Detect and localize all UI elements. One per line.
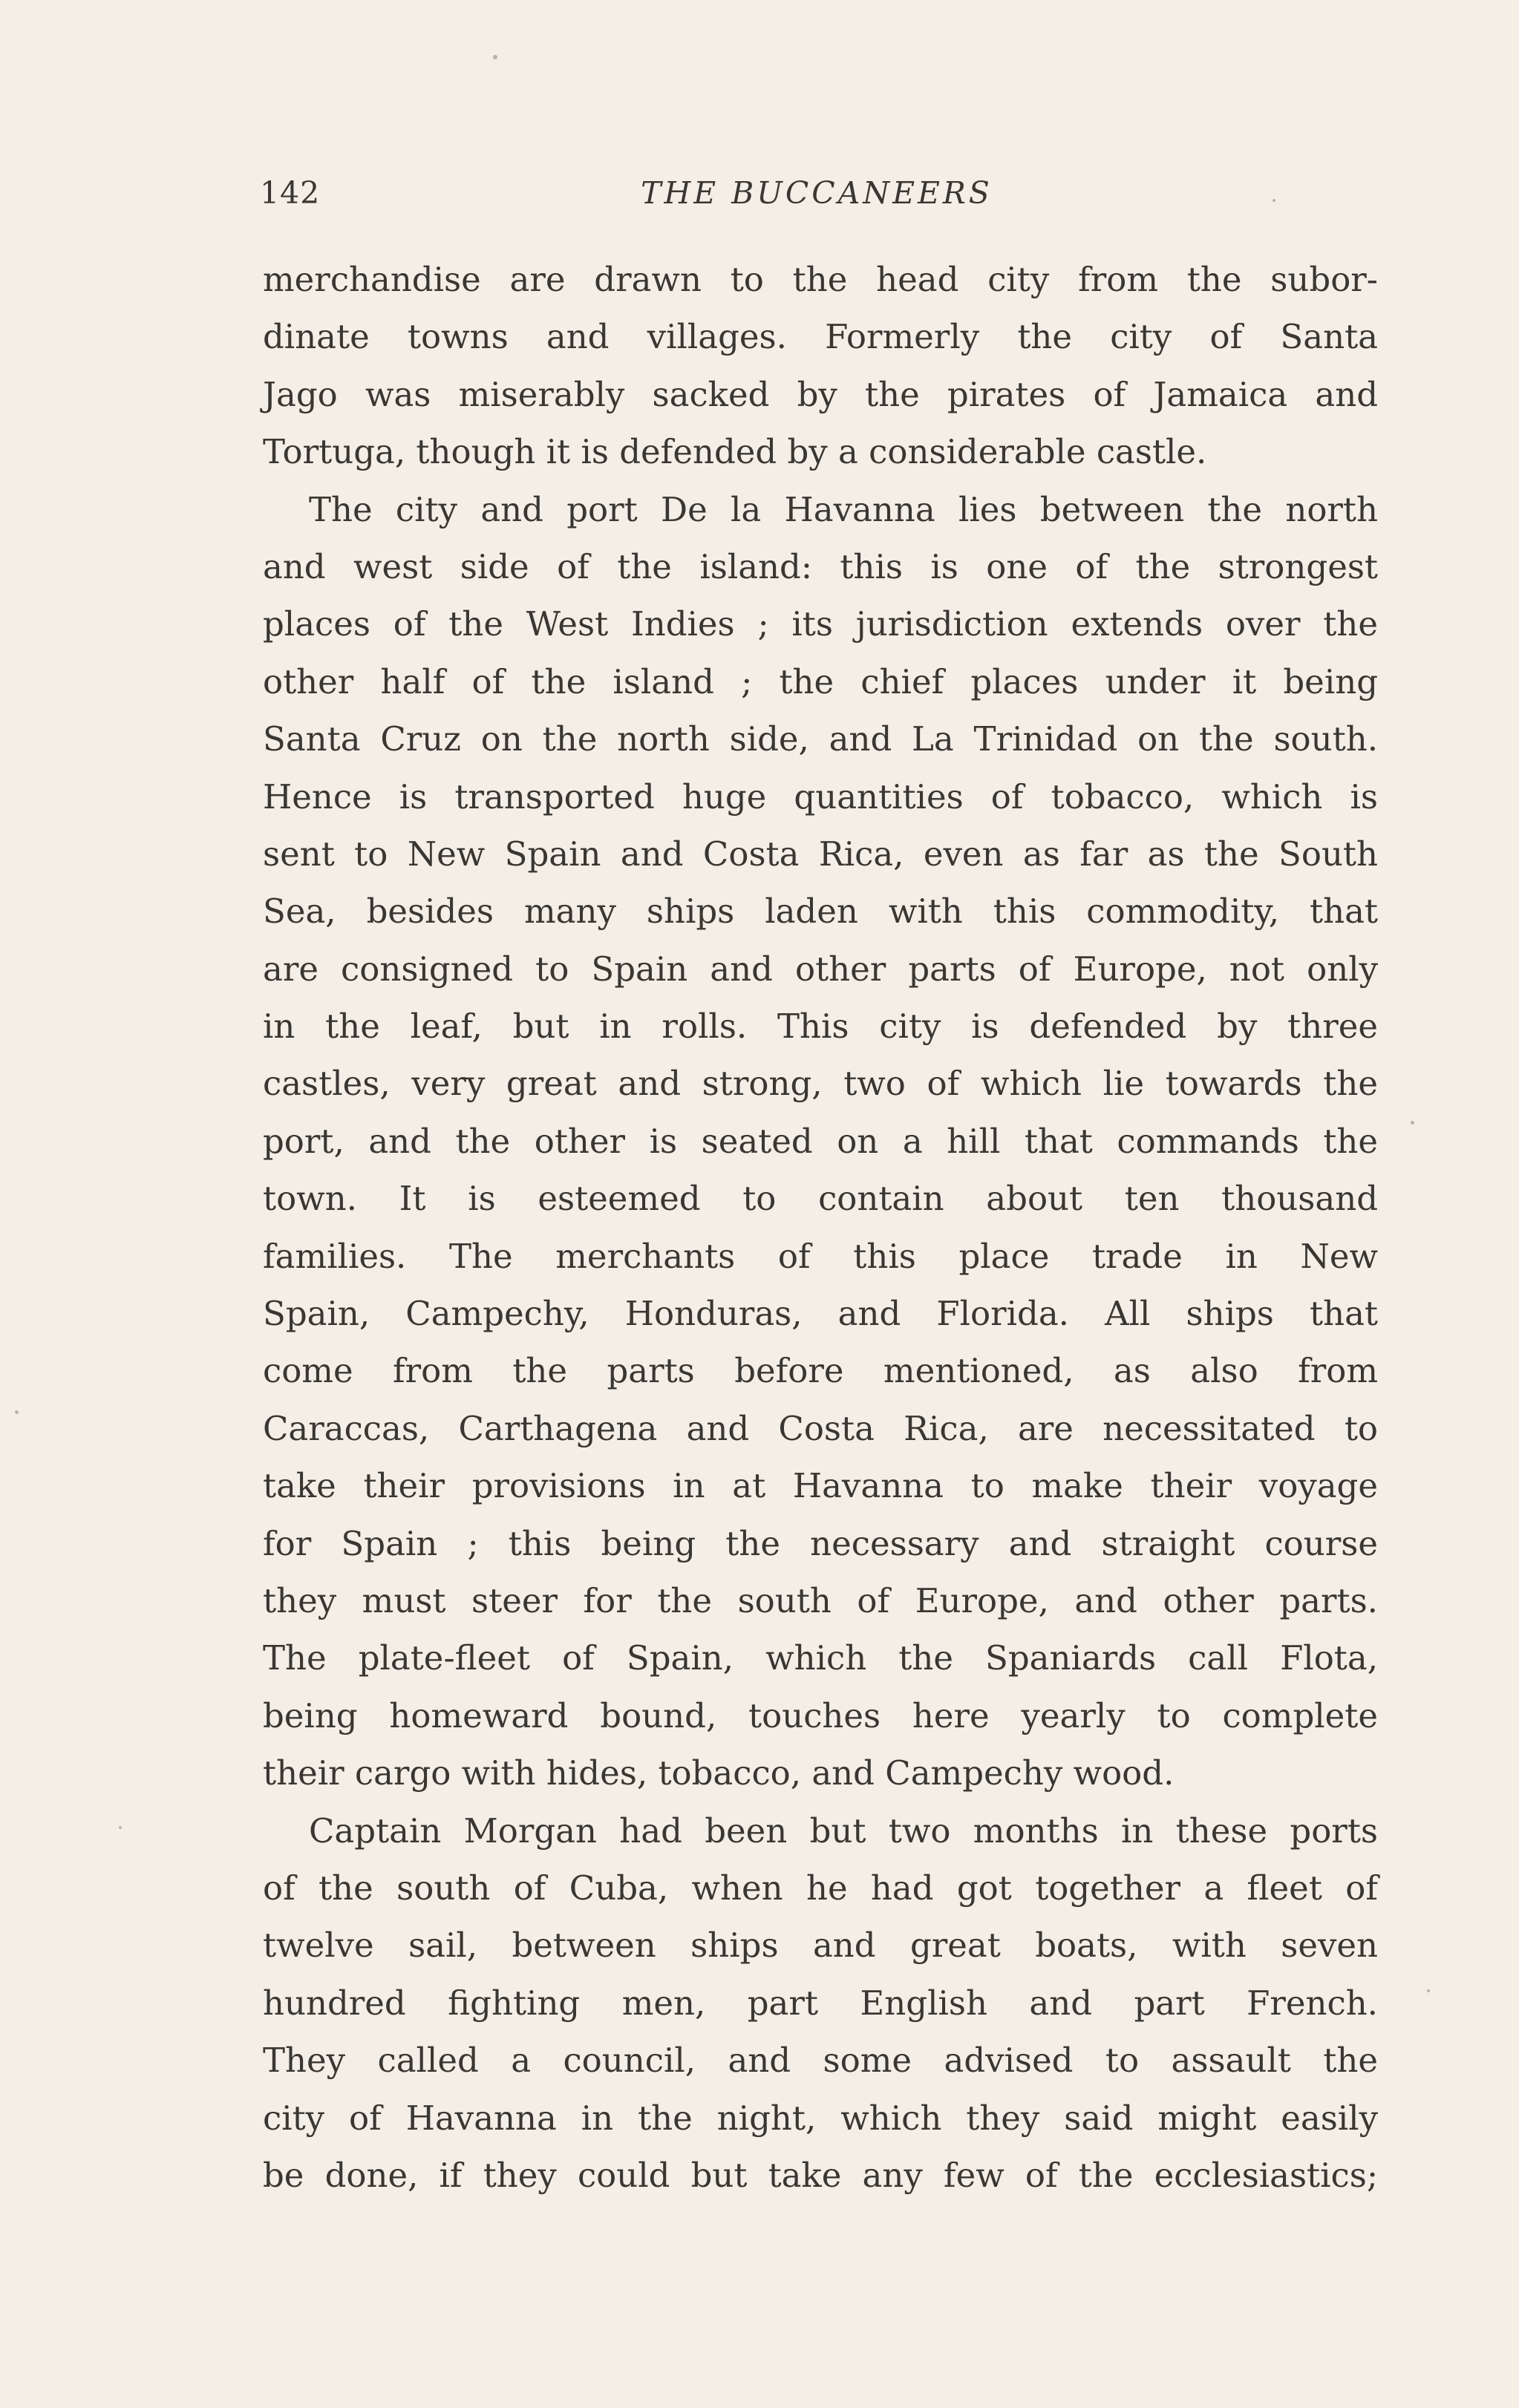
text-line: Jago was miserably sacked by the pirates of Jamaica and — [263, 374, 1378, 414]
paragraph-3 — [263, 1802, 1378, 2205]
text-line: families. The merchants of this place trade in New — [263, 1236, 1378, 1276]
text-line: Caraccas, Carthagena and Costa Rica, are necessitated to — [263, 1408, 1378, 1448]
text-line: their cargo with hides, tobacco, and Campechy wood. — [263, 1753, 1175, 1793]
text-line: come from the parts before mentioned, as also from — [263, 1351, 1378, 1391]
text-line: port, and the other is seated on a hill that commands the — [263, 1121, 1378, 1161]
text-line: and west side of the island: this is one of the strongest — [263, 546, 1378, 586]
paper-speck — [493, 55, 497, 59]
running-head — [260, 175, 1373, 220]
text-line: castles, very great and strong, two of which lie towards the — [263, 1064, 1378, 1104]
text-line: dinate towns and villages. Formerly the city of Santa — [263, 317, 1378, 357]
page-number: 142 — [260, 175, 321, 211]
text-line: be done, if they could but take any few of the ecclesiastics; — [263, 2155, 1378, 2195]
text-line: town. It is esteemed to contain about ten thousand — [263, 1179, 1378, 1219]
text-line: Captain Morgan had been but two months in these ports — [309, 1810, 1378, 1851]
text-line: twelve sail, between ships and great boats, with seven — [263, 1926, 1378, 1966]
body-text — [263, 251, 1378, 2204]
text-line: The city and port De la Havanna lies between the north — [309, 489, 1378, 529]
text-line: hundred fighting men, part English and part French. — [263, 1983, 1378, 2023]
paper-speck — [15, 1410, 19, 1414]
text-line: They called a council, and some advised to assault the — [263, 2041, 1378, 2081]
text-line: are consigned to Spain and other parts of Europe, not only — [263, 949, 1378, 989]
text-line: being homeward bound, touches here yearly to complete — [263, 1695, 1378, 1735]
text-line: other half of the island ; the chief places under it being — [263, 661, 1378, 701]
running-title: THE BUCCANEERS — [641, 175, 993, 211]
text-line: Sea, besides many ships laden with this commodity, that — [263, 891, 1378, 932]
text-line: city of Havanna in the night, which they said might easily — [263, 2098, 1378, 2138]
text-line: Hence is transported huge quantities of tobacco, which is — [263, 776, 1378, 817]
paper-speck — [1273, 199, 1275, 202]
text-line: The plate-fleet of Spain, which the Spaniards call Flota, — [263, 1638, 1378, 1678]
text-line: Spain, Campechy, Honduras, and Florida. All ships that — [263, 1294, 1378, 1334]
text-line: Tortuga, though it is defended by a considerable castle. — [263, 432, 1207, 472]
paragraph-2 — [263, 481, 1378, 1802]
text-line: places of the West Indies ; its jurisdiction extends over the — [263, 604, 1378, 644]
text-line: for Spain ; this being the necessary and straight course — [263, 1523, 1378, 1563]
paper-speck — [119, 1826, 122, 1829]
text-line: Santa Cruz on the north side, and La Trinidad on the south. — [263, 719, 1378, 759]
text-line: in the leaf, but in rolls. This city is defended by three — [263, 1007, 1378, 1047]
text-line: sent to New Spain and Costa Rica, even as far as the South — [263, 834, 1378, 874]
text-line: take their provisions in at Havanna to make their voyage — [263, 1466, 1378, 1506]
text-line: of the south of Cuba, when he had got together a fleet of — [263, 1868, 1378, 1908]
paper-speck — [1411, 1121, 1414, 1125]
paragraph-1 — [263, 251, 1378, 481]
text-line: merchandise are drawn to the head city from the subor- — [263, 260, 1378, 299]
paper-speck — [1427, 1989, 1430, 1992]
text-line: they must steer for the south of Europe, and other parts. — [263, 1580, 1378, 1620]
